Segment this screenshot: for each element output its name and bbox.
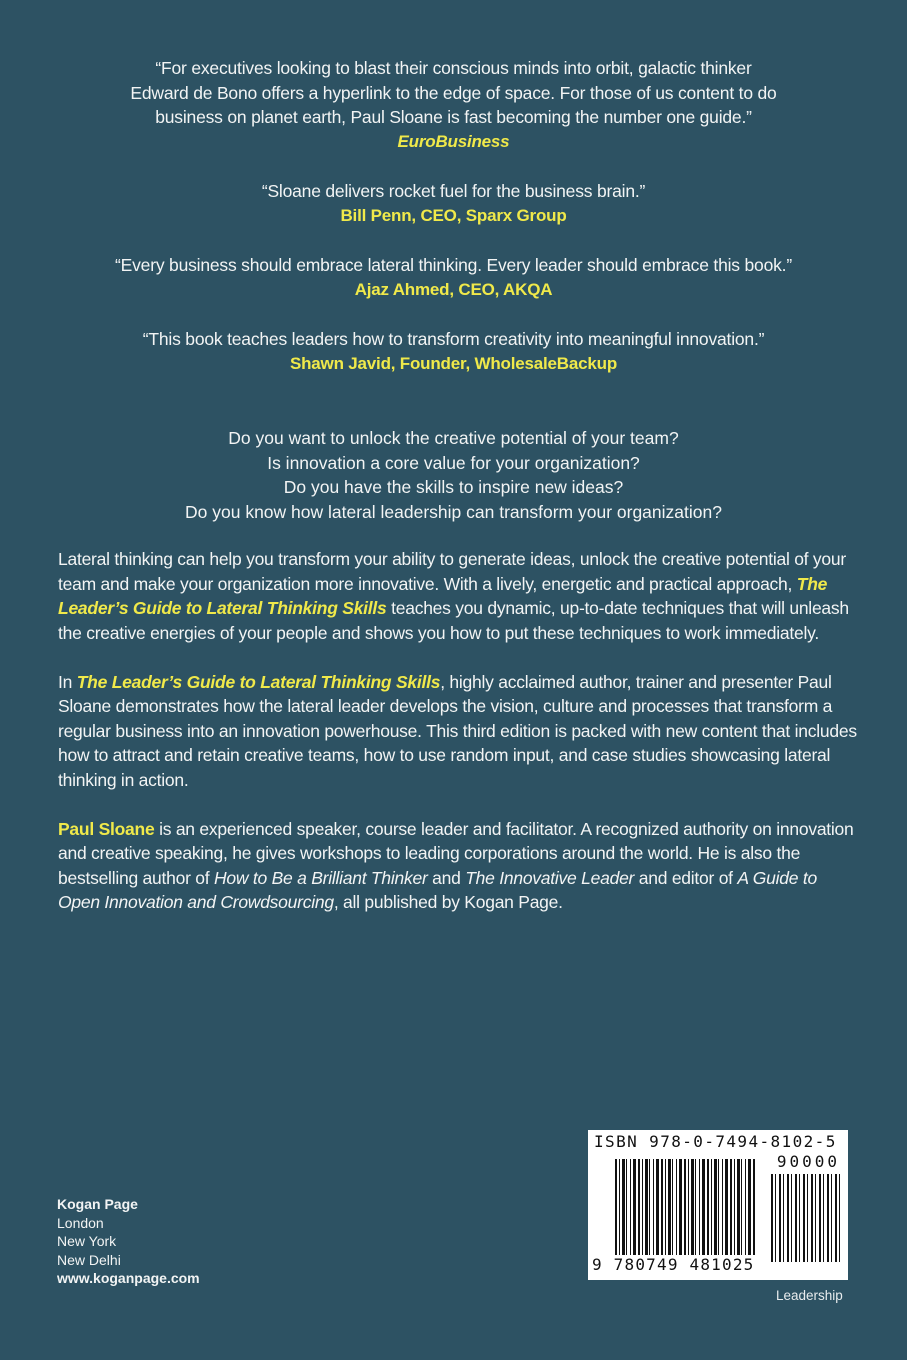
quote-line: Edward de Bono offers a hyperlink to the edge of space. For those of us content to do	[130, 82, 777, 103]
publisher-website: www.koganpage.com	[57, 1270, 200, 1286]
quote-attribution: EuroBusiness	[397, 131, 510, 151]
quote-line: “Sloane delivers rocket fuel for the business brain.”	[261, 181, 646, 201]
publisher-info	[57, 1195, 200, 1288]
endorsement-quotes	[40, 56, 867, 401]
question-line: Is innovation a core value for your organization?	[267, 452, 640, 473]
quote-line: “For executives looking to blast their conscious minds into orbit, galactic thinker	[155, 58, 752, 78]
key-questions	[40, 426, 867, 524]
price-code: 90000	[776, 1152, 840, 1171]
category-label: Leadership	[776, 1288, 843, 1303]
quote-line: “Every business should embrace lateral thinking. Every leader should embrace this book.”	[115, 255, 792, 275]
quote-attribution: Ajaz Ahmed, CEO, AKQA	[354, 279, 553, 299]
quote-attribution: Bill Penn, CEO, Sparx Group	[340, 205, 567, 225]
question-line: Do you know how lateral leadership can transform your organization?	[185, 501, 722, 522]
book-reference: How to Be a Brilliant Thinker	[214, 867, 428, 888]
quote-line: business on planet earth, Paul Sloane is fast becoming the number one guide.”	[155, 107, 752, 127]
author-bio	[58, 817, 858, 915]
paragraph-text: and	[427, 867, 466, 888]
book-title-highlight: The Leader’s Guide to Lateral Thinking Skills	[76, 671, 441, 692]
endorsement-quote	[40, 56, 867, 154]
endorsement-quote	[40, 327, 867, 376]
publisher-city: New Delhi	[57, 1251, 121, 1268]
endorsement-quote	[40, 179, 867, 228]
paragraph-text: Lateral thinking can help you transform your ability to generate ideas, unlock the creative potential of your team and make your organization more innovative. With a lively, energetic and practical approach,	[58, 549, 846, 594]
isbn-number: ISBN 978-0-7494-8102-5	[594, 1132, 837, 1151]
book-reference: A Guide to Open Innovation and Crowdsourcing	[58, 867, 817, 912]
publisher-city: New York	[57, 1233, 117, 1249]
barcode-bars-icon	[615, 1159, 757, 1267]
book-title-highlight: The Leader’s Guide to Lateral Thinking Skills	[58, 573, 828, 618]
endorsement-quote	[40, 253, 867, 302]
description-paragraph-1	[58, 547, 858, 645]
quote-line: “This book teaches leaders how to transform creativity into meaningful innovation.”	[142, 329, 765, 349]
description-paragraph-2	[58, 670, 858, 793]
publisher-city: London	[57, 1214, 104, 1231]
addon-barcode-bars-icon	[771, 1174, 841, 1262]
paragraph-text: teaches you dynamic, up-to-date techniques that will unleash the creative energies of your people and shows you how to put these techniques to work immediately.	[58, 598, 849, 643]
paragraph-text: In	[58, 671, 77, 692]
question-line: Do you want to unlock the creative potential of your team?	[228, 428, 679, 448]
isbn-barcode	[588, 1130, 848, 1280]
paragraph-text: is an experienced speaker, course leader and facilitator. A recognized authority on innovation and creative speaking, he gives workshops to leading corporations around the world. He is also the bestselling author of	[58, 818, 854, 888]
paragraph-text: and editor of	[634, 867, 738, 888]
publisher-name: Kogan Page	[57, 1196, 138, 1212]
book-reference: The Innovative Leader	[465, 867, 635, 888]
quote-attribution: Shawn Javid, Founder, WholesaleBackup	[289, 353, 617, 373]
author-name: Paul Sloane	[58, 818, 155, 839]
ean-digits	[592, 1255, 755, 1274]
ean-number: 9 780749 481025	[592, 1255, 755, 1274]
question-line: Do you have the skills to inspire new ideas?	[283, 477, 624, 497]
paragraph-text: , all published by Kogan Page.	[333, 892, 563, 912]
paragraph-text: , highly acclaimed author, trainer and presenter Paul Sloane demonstrates how the lateral leader develops the vision, culture and processes that transform a regular business into an innovation powerhouse. This third edition is packed with new content that includes how to attract and retain creative teams, how to use random input, and case studies showcasing lateral thinking in action.	[58, 671, 857, 790]
book-description	[58, 547, 858, 939]
